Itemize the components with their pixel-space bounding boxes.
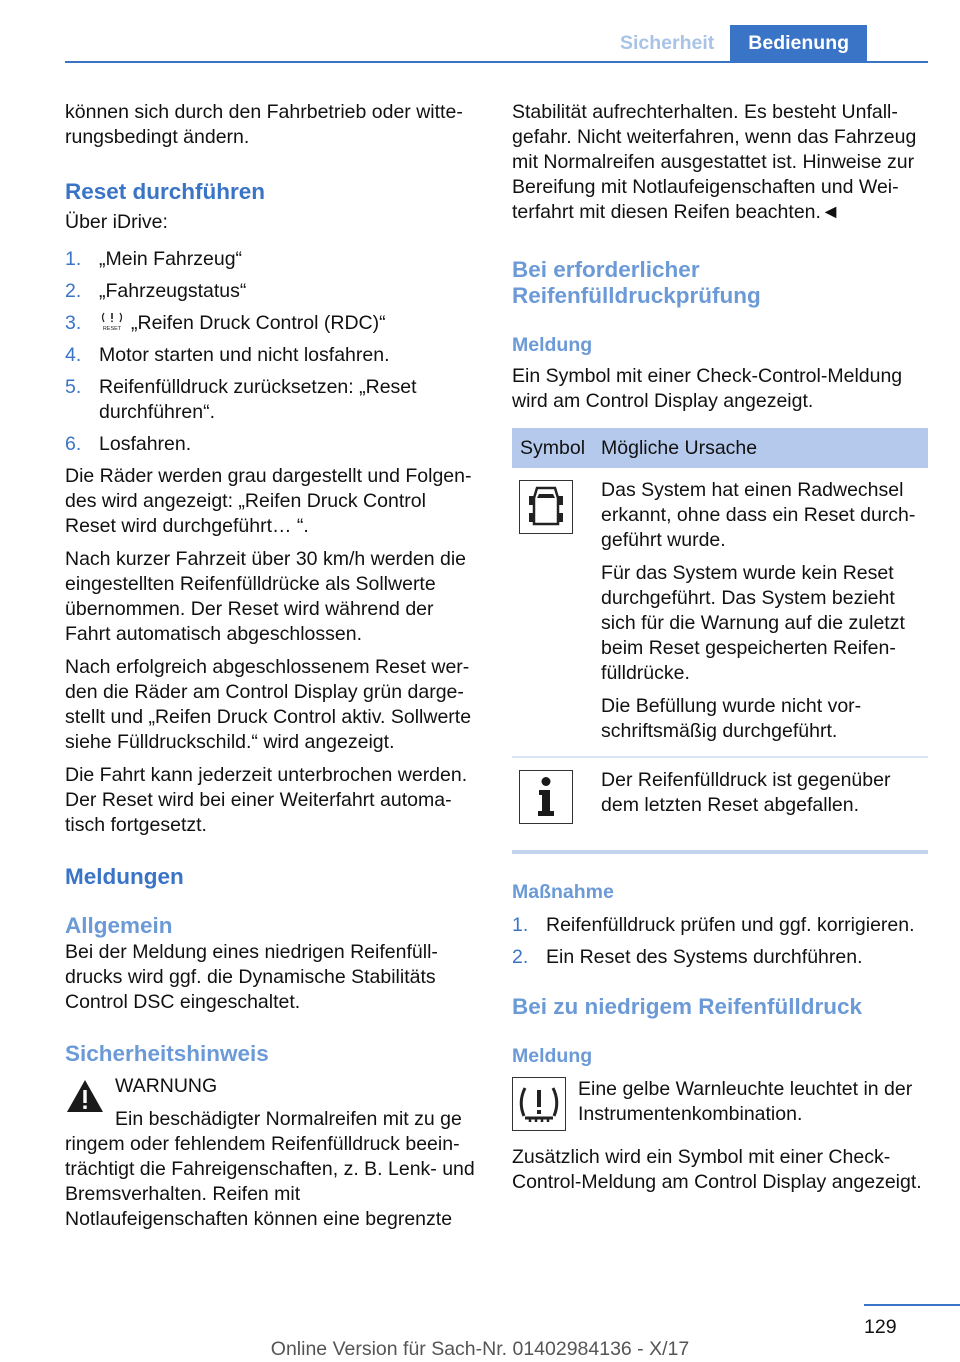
- warnung-continuation: Stabilität aufrechterhalten. Es besteht Unfallgefahr. Nicht weiterfahren, wenn das Fahrzeug mit Normalreifen ausgestattet ist. Hinweise zur Bereifung mit Notlaufeigenschaften und Weiterfahrt mit diesen Reifen beachten.◄: [512, 101, 917, 223]
- meldung2-heading: Meldung: [512, 1045, 593, 1067]
- paragraph: Nach kurzer Fahrzeit über 30 km/h werden die eingestellten Reifenfülldrücke als Sollwerte übernommen. Der Reset wird während der Fahrt automatisch abgeschlossen.: [65, 548, 467, 645]
- bei-zu-niedrigem-heading: Bei zu niedrigem Reifenfülldruck: [512, 994, 863, 1019]
- step-text: „Mein Fahrzeug“: [99, 248, 243, 270]
- table-row: [512, 757, 928, 836]
- table-bottom-rule: [512, 850, 928, 854]
- step-text: Motor starten und nicht losfahren.: [99, 344, 390, 366]
- warnleuchte-row: [512, 1077, 928, 1131]
- reset-heading: Reset durchführen: [65, 179, 266, 204]
- column-header-symbol: Symbol: [512, 428, 593, 468]
- step-text: Reifenfülldruck zurücksetzen: „Reset durchführen“.: [99, 376, 417, 423]
- meldung-text: Ein Symbol mit einer Check-Control-Meldung wird am Control Display angezeigt.: [512, 365, 903, 412]
- cause-text: Für das System wurde kein Reset durchgeführt. Das System bezieht sich für die Warnung auf die zuletzt beim Reset gespeicherten Reifenfülldrücke.: [601, 562, 905, 684]
- warning-header: [65, 1074, 478, 1132]
- paragraph: Die Fahrt kann jederzeit unterbrochen werden. Der Reset wird bei einer Weiterfahrt automatisch fortgesetzt.: [65, 764, 468, 836]
- cause-text: Die Befüllung wurde nicht vorschriftsmäßig durchgeführt.: [601, 695, 862, 742]
- step-number: 4.: [65, 344, 82, 366]
- right-column: [512, 100, 928, 1195]
- warnung-label: WARNUNG: [115, 1075, 218, 1097]
- step-number: 1.: [65, 248, 82, 270]
- list-item: [65, 311, 478, 336]
- table-row: [512, 468, 928, 757]
- meldungen-heading: Meldungen: [65, 864, 184, 889]
- massnahme-heading: Maßnahme: [512, 881, 614, 903]
- list-item: [65, 375, 478, 425]
- cause-text: Das System hat einen Radwechsel erkannt, ohne dass ein Reset durchgeführt wurde.: [601, 479, 916, 551]
- svg-text:RESET: RESET: [102, 326, 122, 331]
- step-number: 6.: [65, 433, 82, 455]
- list-item: [512, 945, 928, 970]
- intro-text: können sich durch den Fahrbetrieb oder witterungsbedingt ändern.: [65, 101, 463, 148]
- step-text: „Reifen Druck Control (RDC)“: [131, 312, 386, 334]
- cause-text: Der Reifenfülldruck ist gegenüber dem letzten Reset abgefallen.: [601, 769, 891, 816]
- footer-rule: [864, 1304, 960, 1306]
- meldung-heading: Meldung: [512, 334, 593, 356]
- tire-pressure-warning-icon: [512, 1077, 566, 1131]
- tab-bedienung[interactable]: Bedienung: [730, 25, 867, 62]
- step-text: Losfahren.: [99, 433, 192, 455]
- step-number: 5.: [65, 376, 82, 398]
- page-number: 129: [864, 1316, 897, 1338]
- reset-steps: [65, 247, 478, 457]
- allgemein-text: Bei der Meldung eines niedrigen Reifenfülldrucks wird ggf. die Dynamische Stabilitäts Control DSC eingeschaltet.: [65, 941, 438, 1013]
- cause-cell: [593, 468, 928, 757]
- tab-sicherheit[interactable]: Sicherheit: [604, 25, 730, 62]
- ueber-idrive-text: Über iDrive:: [65, 211, 168, 233]
- step-number: 2.: [512, 946, 529, 968]
- bei-erforderlicher-heading: Bei erforderlicher Reifenfülldruckprüfung: [512, 257, 761, 308]
- symbol-cell: [512, 468, 593, 757]
- paragraph: Die Räder werden grau dargestellt und Folgendes wird angezeigt: „Reifen Druck Control Reset wird durchgeführt… “.: [65, 465, 472, 537]
- warnleuchte-text: Eine gelbe Warnleuchte leuchtet in der Instrumentenkombination.: [578, 1078, 913, 1125]
- header-rule: [65, 61, 928, 63]
- list-item: [512, 913, 928, 938]
- allgemein-heading: Allgemein: [65, 913, 173, 938]
- info-icon: [519, 770, 573, 824]
- step-number: 3.: [65, 312, 82, 334]
- step-text: „Fahrzeugstatus“: [99, 280, 247, 302]
- zusaetzlich-text: Zusätzlich wird ein Symbol mit einer Check-Control-Meldung am Control Display angezeigt.: [512, 1146, 922, 1193]
- warnung-text-first-line: Ein beschädigter Normalreifen mit zu ge: [115, 1108, 462, 1130]
- list-item: [65, 432, 478, 457]
- table-header-row: [512, 428, 928, 468]
- list-item: [65, 247, 478, 272]
- symbol-table: [512, 428, 928, 836]
- left-column: [65, 100, 478, 1232]
- warning-box: [65, 1074, 478, 1232]
- warnung-text: ringem oder fehlendem Reifenfülldruck beeinträchtigt die Fahreigenschaften, z. B. Lenk- und Bremsverhalten. Reifen mit Notlaufeigenschaften können eine begrenzte: [65, 1133, 475, 1230]
- paragraph: Nach erfolgreich abgeschlossenem Reset werden die Räder am Control Display grün dargestellt und „Reifen Druck Control aktiv. Sollwerte siehe Fülldruckschild.“ wird angezeigt.: [65, 656, 472, 753]
- section-tabs: [604, 25, 867, 62]
- car-tires-icon: [519, 480, 573, 534]
- step-number: 1.: [512, 914, 529, 936]
- cause-cell: [593, 757, 928, 836]
- online-version-footer: Online Version für Sach-Nr. 01402984136 - X/17: [270, 1338, 690, 1360]
- sicherheitshinweis-heading: Sicherheitshinweis: [65, 1041, 269, 1066]
- step-text: Reifenfülldruck prüfen und ggf. korrigieren.: [546, 914, 915, 936]
- step-text: Ein Reset des Systems durchführen.: [546, 946, 863, 968]
- column-header-ursache: Mögliche Ursache: [593, 428, 928, 468]
- step-number: 2.: [65, 280, 82, 302]
- list-item: [65, 279, 478, 304]
- tire-reset-icon: [99, 311, 125, 331]
- list-item: [65, 343, 478, 368]
- massnahme-steps: [512, 913, 928, 970]
- symbol-cell: [512, 757, 593, 836]
- warning-triangle-icon: [65, 1078, 105, 1114]
